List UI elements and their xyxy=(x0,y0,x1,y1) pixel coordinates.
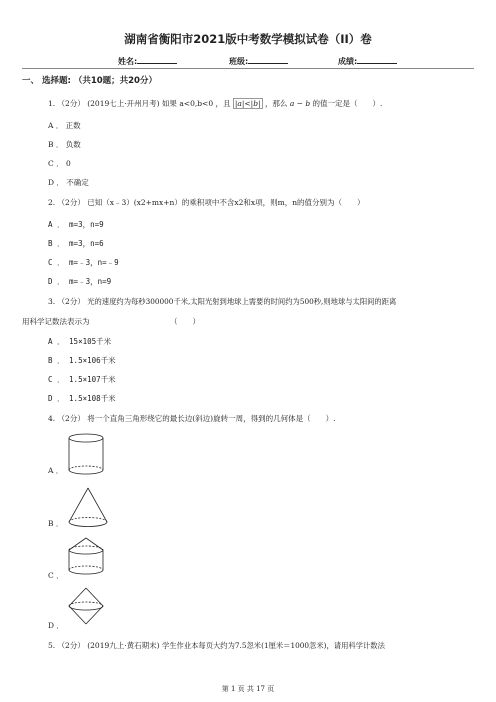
q1-option-a: A ． 正数 xyxy=(48,121,81,130)
score-label: 成绩: xyxy=(338,57,358,66)
question-5 xyxy=(48,640,385,651)
q4-option-c: C ． xyxy=(48,571,64,580)
cylinder-figure xyxy=(64,432,114,476)
name-blank xyxy=(137,55,177,64)
name-field xyxy=(118,55,177,67)
q2-number: 2. xyxy=(48,198,56,207)
q3-option-d: D ． 1.5×108千米 xyxy=(48,394,116,403)
q1-option-d: D ． 不确定 xyxy=(48,178,89,187)
question-3 xyxy=(48,296,396,307)
question-4 xyxy=(48,413,335,424)
page-title: 湖南省衡阳市2021版中考数学模拟试卷（II）卷 xyxy=(124,32,372,46)
q3-option-a: A ． 15×105千米 xyxy=(48,337,112,346)
q2-points: （2分） xyxy=(57,198,85,207)
class-blank xyxy=(248,55,288,64)
page-footer: 第 1 页 共 17 页 xyxy=(221,685,275,693)
q3-answer-paren: （ ） xyxy=(170,317,200,326)
section-heading: 一、 选择题: （共10题；共20分） xyxy=(22,76,157,86)
class-label: 班级: xyxy=(229,57,249,66)
q3-text-line1: 光的速度约为每秒300000千米,太阳光射到地球上需要的时间约为500秒,则地球与太阳间的距离 xyxy=(87,297,397,306)
q5-source: (2019九上·黄石期末) xyxy=(87,641,160,650)
question-1 xyxy=(48,98,382,109)
q4-number: 4. xyxy=(48,414,56,423)
q2-option-d: D ． m=﹣3，n=9 xyxy=(48,277,112,286)
cone-figure xyxy=(66,486,116,530)
score-blank xyxy=(357,55,397,64)
q2-option-b: B ． m=3，n=6 xyxy=(48,239,104,248)
q2-option-c: C ． m=﹣3，n=﹣9 xyxy=(48,258,119,267)
q3-option-c: C ． 1.5×107千米 xyxy=(48,375,116,384)
q5-number: 5. xyxy=(48,641,56,650)
q3-option-b: B ． 1.5×106千米 xyxy=(48,356,116,365)
name-label: 姓名: xyxy=(118,57,138,66)
score-field xyxy=(338,55,397,67)
q2-text: 已知（x﹣3）(x2+mx+n）的乘积项中不含x2和x项，则m，n的值分别为（ ） xyxy=(87,198,365,207)
q1-text-c: 的值一定是（ ）. xyxy=(312,99,383,108)
q1-text-b: ，那么 xyxy=(264,99,288,108)
header-divider xyxy=(22,68,474,69)
q1-points: （2分） xyxy=(57,99,85,108)
cone-cylinder-figure xyxy=(64,536,114,580)
q4-option-a: A ． xyxy=(48,466,64,475)
q1-expression: a − b xyxy=(289,99,311,108)
q1-option-c: C ． 0 xyxy=(48,159,71,168)
question-3-line2 xyxy=(22,316,90,327)
double-cone-figure xyxy=(64,586,114,630)
q1-abs-expression: |a|<|b| xyxy=(234,99,261,108)
question-2 xyxy=(48,197,365,208)
q5-text: 学生作业本每页大约为7.5忽米(1厘米＝1000忽米)，请用科学计数法 xyxy=(161,641,385,650)
q3-text-line2: 用科学记数法表示为 xyxy=(22,317,90,326)
q1-number: 1. xyxy=(48,99,56,108)
q4-option-b: B ． xyxy=(48,519,64,528)
q5-points: （2分） xyxy=(57,641,85,650)
q3-number: 3. xyxy=(48,297,56,306)
q4-option-d: D ． xyxy=(48,621,64,630)
q1-source: (2019七上·开州月考) xyxy=(87,99,160,108)
q4-text: 将一个直角三角形绕它的最长边(斜边)旋转一周，得到的几何体是（ ）. xyxy=(87,414,336,423)
q2-option-a: A ． m=3，n=9 xyxy=(48,220,104,229)
q1-text-a: 如果 a<0,b<0 ，且 xyxy=(161,99,231,108)
q1-option-b: B ． 负数 xyxy=(48,140,81,149)
q4-points: （2分） xyxy=(57,414,85,423)
class-field xyxy=(229,55,288,67)
q3-points: （2分） xyxy=(57,297,85,306)
